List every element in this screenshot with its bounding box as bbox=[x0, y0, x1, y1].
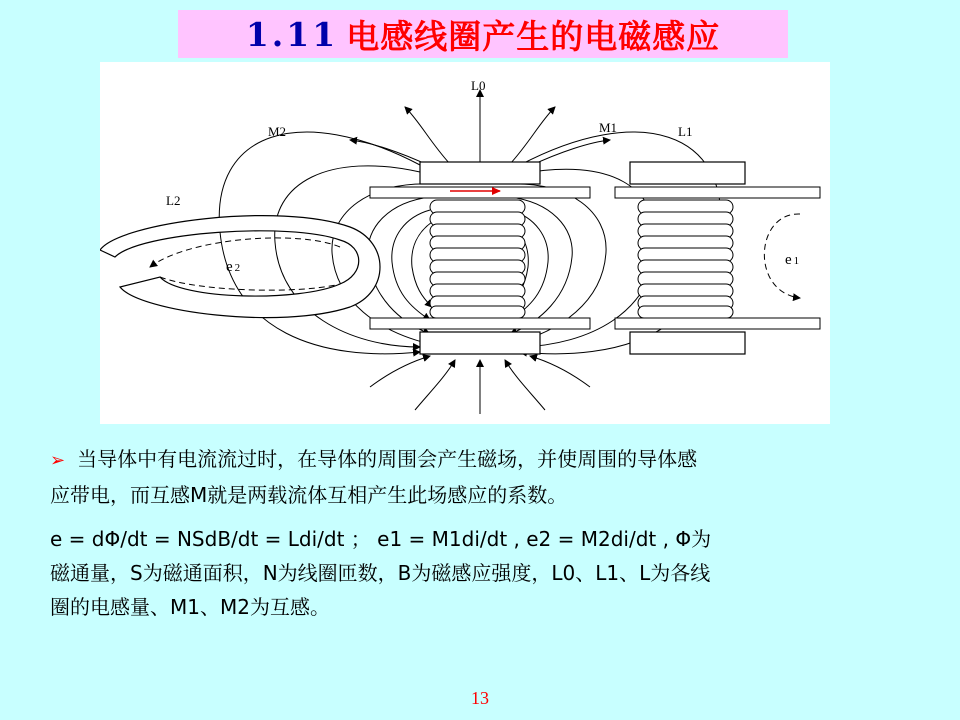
paragraph-2-line-2: 磁通量，S为磁通面积，N为线圈匝数，B为磁感应强度，L0、L1、L为各线 bbox=[50, 561, 711, 585]
l0-top-plate bbox=[370, 187, 590, 198]
label-l2: L2 bbox=[166, 193, 181, 208]
l1-top-cap bbox=[630, 162, 745, 184]
field-lines-top bbox=[350, 90, 610, 166]
label-e2: e 2 bbox=[226, 259, 241, 275]
paragraph-1 bbox=[50, 442, 940, 512]
l0-bottom-plate bbox=[370, 318, 590, 329]
label-m2: M2 bbox=[268, 124, 287, 139]
coil-l0 bbox=[370, 162, 590, 354]
l1-bottom-cap bbox=[630, 332, 745, 354]
paragraph-2 bbox=[50, 522, 940, 624]
inductor-diagram bbox=[100, 62, 830, 424]
l0-windings bbox=[430, 200, 525, 318]
page-title bbox=[178, 10, 788, 58]
paragraph-1-line-1 bbox=[50, 442, 940, 478]
e2-induced-loop-lower bbox=[160, 277, 340, 290]
p1-line1-text: 当导体中有电流流过时，在导体的周围会产生磁场，并使周围的导体感 bbox=[77, 447, 698, 471]
label-l0: L0 bbox=[471, 78, 486, 93]
label-l1: L1 bbox=[678, 124, 693, 139]
paragraph-2-line-3: 圈的电感量、M1、M2为互感。 bbox=[50, 595, 330, 619]
l0-top-cap bbox=[420, 162, 540, 184]
title-text: 电感线圈产生的电磁感应 bbox=[346, 16, 721, 56]
inductor-diagram-svg bbox=[100, 62, 830, 424]
page-number: 13 bbox=[471, 688, 489, 708]
field-lines-bottom bbox=[370, 356, 590, 414]
l1-windings bbox=[638, 200, 733, 318]
l1-top-plate bbox=[615, 187, 820, 198]
e2-induced-loop bbox=[150, 238, 340, 267]
l0-bottom-cap bbox=[420, 332, 540, 354]
bullet-icon: ➢ bbox=[50, 450, 66, 471]
paragraph-1-line-2: 应带电，而互感M就是两载流体互相产生此场感应的系数。 bbox=[50, 483, 568, 507]
body-text bbox=[50, 442, 940, 624]
label-m1: M1 bbox=[599, 120, 618, 135]
l1-bottom-plate bbox=[615, 318, 820, 329]
label-e1: e 1 bbox=[785, 252, 800, 268]
title-number: 1.11 bbox=[245, 14, 339, 54]
paragraph-2-line-1: e = dΦ/dt = NSdB/dt = Ldi/dt ； e1 = M1di/dt , e2 = M2di/dt , Φ为 bbox=[50, 527, 712, 551]
